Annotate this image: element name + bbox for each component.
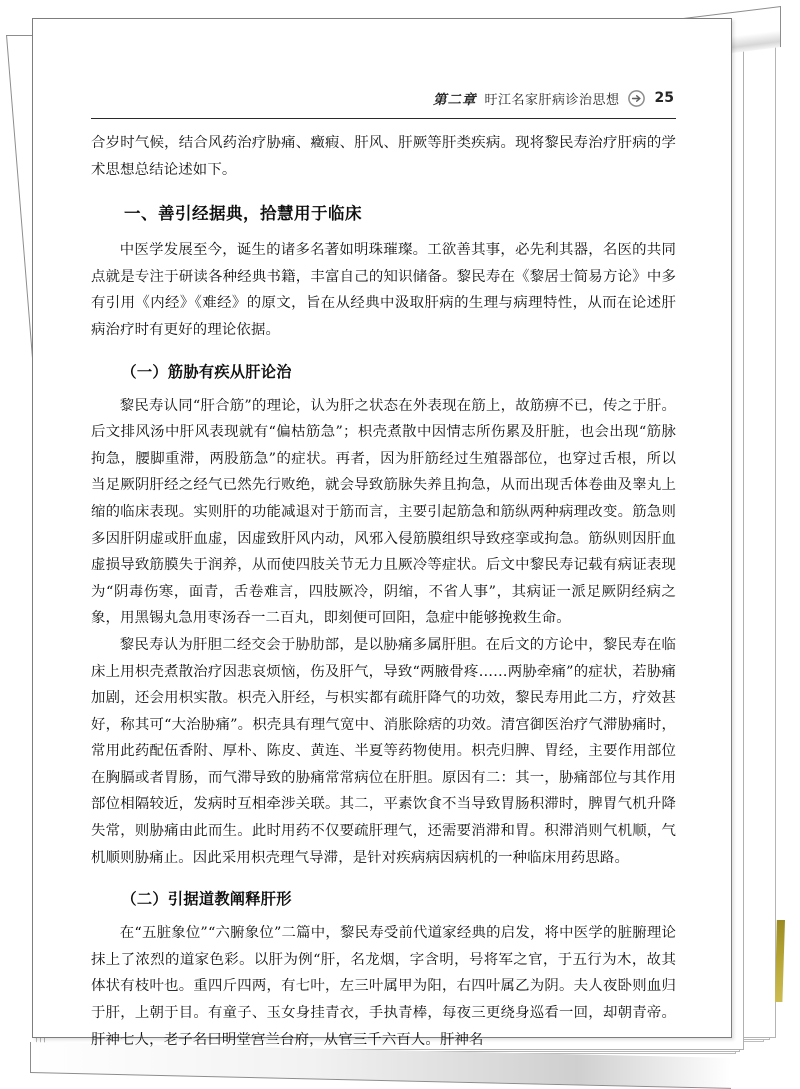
paragraph-daoist-liver-form: 在“五脏象位”“六腑象位”二篇中，黎民寿受前代道家经典的启发，将中医学的脏腑理论抹上了浓烈的道家色彩。以肝为例“肝，名龙烟，字含明，号将军之官，于五行为木，故其体状有枝叶也。重四斤四两，有七叶，左三叶属甲为阳，右四叶属乙为阴。夫人夜卧则血归于肝，上朝于目。有童子、玉女身挂青衣，手执青棒，每夜三更绕身巡看一回，却朝青帝。肝神七人，老子名曰明堂宫兰台府，从官三千六百人。肝神名 <box>91 925 676 1048</box>
subsection-heading-1: （一）筋胁有疾从肝论治 <box>121 362 292 381</box>
page-content <box>91 87 676 1053</box>
running-header <box>91 87 676 109</box>
subsection-heading-2: （二）引据道教阐释肝形 <box>121 890 292 909</box>
book-page <box>32 18 732 1048</box>
header-title: 旴江名家肝病诊治思想 <box>484 92 620 108</box>
section-heading-1: 一、善引经据典，拾慧用于临床 <box>124 204 362 224</box>
page-number: 25 <box>654 90 674 106</box>
paragraph-intro: 合岁时气候，结合风药治疗胁痛、癥瘕、肝风、肝厥等肝类疾病。现将黎民寿治疗肝病的学术思想总结论述如下。 <box>91 135 676 178</box>
circle-arrow-right-icon <box>628 90 645 107</box>
header-chapter-label: 第二章 <box>433 92 477 108</box>
header-rule <box>91 118 676 119</box>
paragraph-classics: 中医学发展至今，诞生的诸多名著如明珠璀璨。工欲善其事，必先利其器，名医的共同点就是专注于研读各种经典书籍，丰富自己的知识储备。黎民寿在《黎居士简易方论》中多有引用《内经》《难经》的原文，旨在从经典中汲取肝病的生理与病理特性，从而在论述肝病治疗时有更好的理论依据。 <box>91 242 676 338</box>
paragraph-hypochondriac-pain: 黎民寿认为肝胆二经交会于胁肋部，是以胁痛多属肝胆。在后文的方论中，黎民寿在临床上用枳壳煮散治疗因悲哀烦恼，伤及肝气，导致“两腋骨疼……两胁牵痛”的症状，若胁痛加剧，还会用枳实散。枳壳入肝经，与枳实都有疏肝降气的功效，黎民寿用此二方，疗效甚好，称其可“大治胁痛”。枳壳具有理气宽中、消胀除痞的功效。清宫御医治疗气滞胁痛时，常用此药配伍香附、厚朴、陈皮、黄连、半夏等药物使用。枳壳归脾、胃经，主要作用部位在胸膈或者胃肠，而气滞导致的胁痛常常病位在肝胆。原因有二：其一，胁痛部位与其作用部位相隔较近，发病时互相牵涉关联。其二，平素饮食不当导致胃肠积滞时，脾胃气机升降失常，则胁痛由此而生。此时用药不仅要疏肝理气，还需要消滞和胃。积滞消则气机顺，气机顺则胁痛止。因此采用枳壳理气导滞，是针对疾病病因病机的一种临床用药思路。 <box>91 636 676 866</box>
paragraph-tendon-liver: 黎民寿认同“肝合筋”的理论，认为肝之状态在外表现在筋上，故筋痹不已，传之于肝。后文排风汤中肝风表现就有“偏枯筋急”；枳壳煮散中因情志所伤累及肝脏，也会出现“筋脉拘急，腰脚重滞，两股筋急”的症状。再者，因为肝筋经过生殖器部位，也穿过舌根，所以当足厥阴肝经之经气已然先行败绝，就会导致筋脉失养且拘急，从而出现舌体卷曲及睾丸上缩的临床表现。实则肝的功能减退对于筋而言，主要引起筋急和筋纵两种病理改变。筋急则多因肝阴虚或肝血虚，因虚致肝风内动，风邪入侵筋膜组织导致痉挛或拘急。筋纵则因肝血虚损导致筋膜失于润养，从而使四肢关节无力且厥冷等症状。后文中黎民寿记载有病证表现为“阴毒伤寒，面青，舌卷难言，四肢厥冷，阴缩，不省人事”，其病证一派足厥阴经病之象，用黑锡丸急用枣汤吞一二百丸，即刻便可回阳，急症中能够挽救生命。 <box>91 397 676 627</box>
gold-page-edge-accent <box>775 920 785 1002</box>
